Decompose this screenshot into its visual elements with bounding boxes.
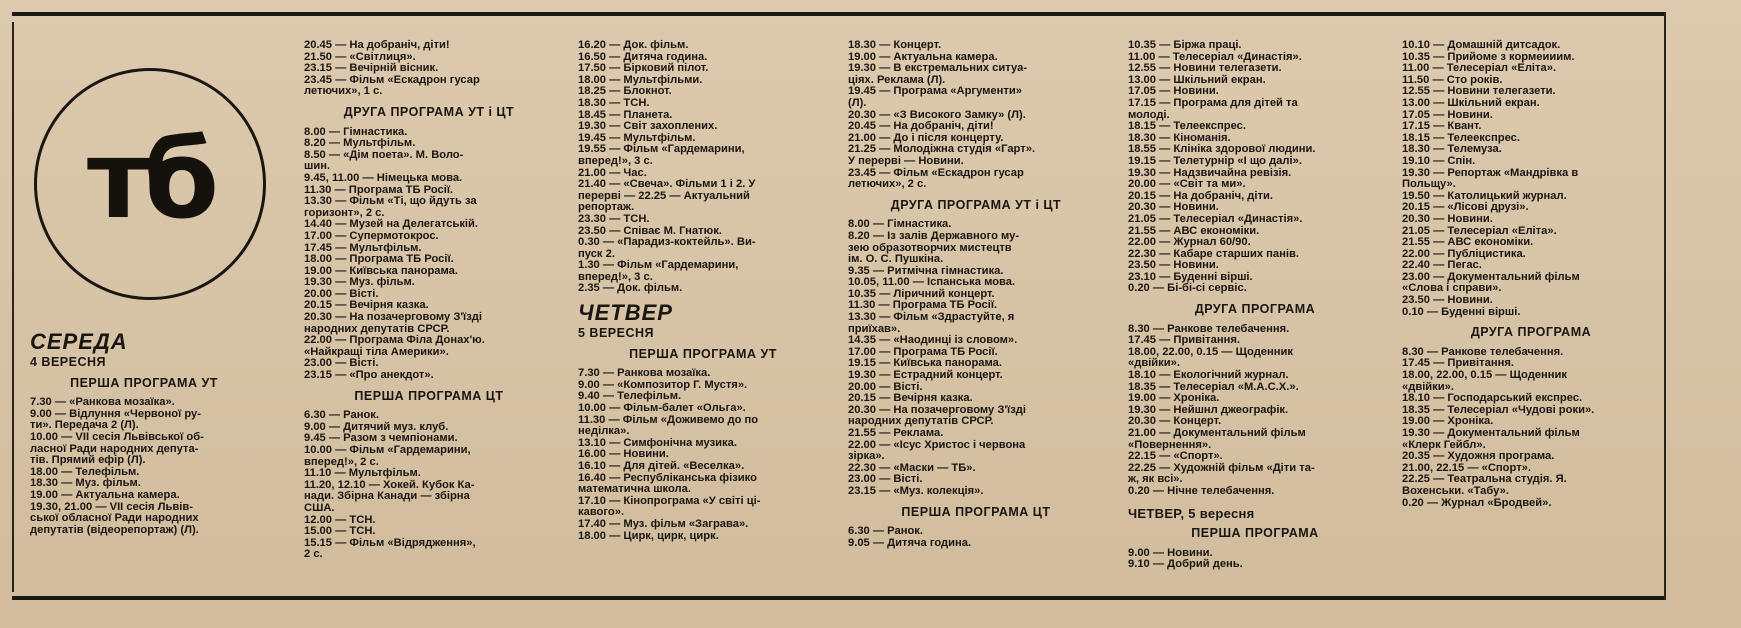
- schedule-line: (Л).: [848, 96, 867, 109]
- schedule-line: 20.15 — «Лісові друзі».: [1402, 201, 1529, 214]
- schedule-line: 11.30 — Програма ТБ Росії.: [848, 299, 998, 312]
- schedule-line: 12.55 — Новини телегазети.: [1402, 85, 1556, 98]
- column-4: [848, 40, 1104, 549]
- schedule-line: 10.05, 11.00 — Іспанська мова.: [848, 276, 1016, 289]
- schedule-line: 19.00 — Київська панорама.: [304, 264, 458, 277]
- schedule-line: 19.00 — Хроніка.: [1402, 415, 1494, 428]
- schedule-line: 11.30 — Фільм «Доживемо до по: [578, 413, 759, 426]
- date-wednesday: 4 ВЕРЕСНЯ: [30, 355, 107, 369]
- schedule-line: 19.45 — Програма «Аргументи»: [848, 85, 1022, 98]
- schedule-line: 19.15 — Київська панорама.: [848, 357, 1002, 370]
- schedule-line: 16.50 — Дитяча година.: [578, 50, 708, 63]
- schedule-line: 8.50 — «Дім поета». М. Воло-: [304, 148, 464, 161]
- schedule-line: 7.30 — «Ранкова мозаїка».: [30, 396, 175, 409]
- schedule-line: 18.30 — Муз. фільм.: [30, 477, 141, 490]
- program-heading: ПЕРША ПРОГРАМА ЦТ: [901, 504, 1051, 519]
- schedule-line: 18.45 — Планета.: [578, 108, 673, 121]
- schedule-line: депутатів (відеорепортаж) (Л).: [30, 523, 199, 536]
- schedule-line: 17.10 — Кінопрограма «У світі ці-: [578, 494, 761, 507]
- schedule-line: ж, як всі».: [1128, 473, 1183, 486]
- column-wednesday-start: [30, 330, 258, 536]
- schedule-list: [1128, 548, 1382, 571]
- schedule-line: 21.00 — До і після концерту.: [848, 131, 1004, 144]
- schedule-line: 10.35 — Ліричний концерт.: [848, 287, 995, 300]
- schedule-list: [1402, 40, 1660, 318]
- schedule-line: 21.00 — Документальний фільм: [1128, 427, 1306, 439]
- schedule-line: 19.00 — Актуальна камера.: [30, 488, 180, 501]
- schedule-line: 16.20 — Док. фільм.: [578, 39, 689, 51]
- schedule-line: 18.55 — Клініка здорової людини.: [1128, 143, 1316, 156]
- schedule-line: 10.00 — VII сесія Львівської об-: [30, 430, 204, 443]
- schedule-line: 20.45 — На добраніч, діти!: [848, 120, 994, 133]
- schedule-line: 19.50 — Католицький журнал.: [1402, 189, 1567, 202]
- schedule-line: 20.00 — Вісті.: [848, 380, 923, 393]
- left-rule: [12, 22, 14, 592]
- schedule-line: ської обласної Ради народних: [30, 512, 199, 525]
- schedule-line: 19.30 — Надзвичайна ревізія.: [1128, 166, 1292, 179]
- schedule-line: неділка».: [578, 425, 630, 438]
- schedule-line: США.: [304, 501, 335, 514]
- schedule-line: 20.30 — Новини.: [1402, 212, 1493, 225]
- schedule-line: 21.55 — Реклама.: [848, 427, 944, 439]
- schedule-line: 15.15 — Фільм «Відрядження»,: [304, 536, 476, 549]
- schedule-line: 23.15 — «Муз. колекція».: [848, 484, 984, 497]
- schedule-line: 18.30 — Кіноманія.: [1128, 131, 1231, 144]
- column-5: [1128, 40, 1382, 571]
- schedule-line: «Найкращі тіла Америки».: [304, 345, 449, 358]
- schedule-line: 6.30 — Ранок.: [848, 525, 924, 538]
- schedule-line: 0.20 — Журнал «Бродвей».: [1402, 496, 1552, 509]
- schedule-line: ціях. Реклама (Л).: [848, 73, 946, 86]
- schedule-line: 21.00, 22.15 — «Спорт».: [1402, 461, 1532, 474]
- schedule-line: 0.20 — Бі-бі-сі сервіс.: [1128, 282, 1247, 295]
- schedule-line: 20.15 — На добраніч, діти.: [1128, 189, 1273, 202]
- program-heading: ДРУГА ПРОГРАМА УТ і ЦТ: [343, 104, 515, 119]
- schedule-line: 14.35 — «Наодинці із словом».: [848, 334, 1018, 347]
- schedule-line: 20.30 — «З Високого Замку» (Л).: [848, 108, 1026, 121]
- schedule-line: 19.30 — В екстремальних ситуа-: [848, 62, 1028, 75]
- schedule-line: 23.00 — Вісті.: [304, 357, 379, 370]
- schedule-line: 7.30 — Ранкова мозаїка.: [578, 367, 711, 380]
- schedule-line: 13.30 — Фільм «Ті, що йдуть за: [304, 195, 477, 208]
- schedule-line: 18.30 — Концерт.: [848, 39, 942, 51]
- schedule-line: 22.25 — Театральна студія. Я.: [1402, 473, 1567, 486]
- schedule-line: 8.20 — Мультфільм.: [304, 137, 416, 150]
- schedule-line: 6.30 — Ранок.: [304, 409, 380, 422]
- schedule-line: 10.00 — Фільм «Гардемарини,: [304, 444, 471, 456]
- schedule-line: 18.30 — Телемуза.: [1402, 143, 1502, 156]
- schedule-line: 19.30 — Документальний фільм: [1402, 427, 1580, 439]
- schedule-line: 22.15 — «Спорт».: [1128, 450, 1223, 463]
- schedule-line: 15.00 — ТСН.: [304, 525, 376, 538]
- schedule-line: 18.00 — Цирк, цирк, цирк.: [578, 529, 719, 542]
- schedule-line: 17.15 — Програма для дітей та: [1128, 96, 1298, 109]
- schedule-line: вперед!», 2 с.: [304, 455, 379, 468]
- schedule-list: [1128, 40, 1382, 295]
- schedule-line: 9.40 — Телефільм.: [578, 390, 682, 403]
- schedule-line: 19.30 — Нейшнл джеографік.: [1128, 403, 1289, 416]
- schedule-line: 19.30 — Естрадний концерт.: [848, 369, 1003, 382]
- schedule-line: 17.45 — Привітання.: [1402, 357, 1514, 370]
- schedule-line: 18.35 — Телесеріал «Чудові роки».: [1402, 403, 1595, 416]
- schedule-line: 8.30 — Ранкове телебачення.: [1402, 345, 1564, 358]
- schedule-line: 22.00 — Програма Філа Донах'ю.: [304, 334, 485, 347]
- schedule-line: «Повернення».: [1128, 438, 1212, 451]
- schedule-line: 19.30, 21.00 — VII сесія Львів-: [30, 500, 193, 513]
- schedule-line: 9.00 — «Композитор Г. Мустя».: [578, 378, 748, 391]
- schedule-line: «двійки».: [1402, 380, 1454, 393]
- schedule-line: 20.00 — «Світ та ми».: [1128, 178, 1246, 191]
- schedule-line: Польщу».: [1402, 178, 1456, 191]
- column-6: [1402, 40, 1660, 509]
- schedule-line: 17.05 — Новини.: [1128, 85, 1219, 98]
- schedule-line: 8.00 — Гімнастика.: [848, 218, 952, 231]
- schedule-line: 11.00 — Телесеріал «Еліта».: [1402, 62, 1557, 75]
- right-rule: [1664, 12, 1666, 600]
- schedule-line: 18.10 — Екологічний журнал.: [1128, 369, 1289, 382]
- tv-logo: [34, 68, 266, 300]
- schedule-line: 1.30 — Фільм «Гардемарини,: [578, 259, 739, 272]
- schedule-line: 10.00 — Фільм-балет «Ольга».: [578, 402, 746, 415]
- schedule-line: 13.30 — Фільм «Здрастуйте, я: [848, 311, 1015, 324]
- schedule-line: нади. Збірна Канади — збірна: [304, 490, 470, 503]
- schedule-line: 19.55 — Фільм «Гардемарини,: [578, 143, 745, 156]
- schedule-line: 12.00 — ТСН.: [304, 513, 376, 526]
- schedule-line: 19.30 — Муз. фільм.: [304, 276, 415, 289]
- schedule-line: 19.10 — Спін.: [1402, 154, 1476, 167]
- schedule-line: 23.30 — ТСН.: [578, 212, 650, 225]
- schedule-line: 17.40 — Муз. фільм «Заграва».: [578, 517, 749, 530]
- schedule-line: 19.00 — Актуальна камера.: [848, 50, 998, 63]
- schedule-line: 9.05 — Дитяча година.: [848, 536, 972, 549]
- schedule-line: 0.20 — Нічне телебачення.: [1128, 484, 1275, 497]
- schedule-line: «Слова і справи».: [1402, 282, 1502, 295]
- schedule-list: [848, 40, 1104, 191]
- schedule-line: 21.55 — АВС економіки.: [1128, 224, 1260, 237]
- schedule-line: 13.00 — Шкільний екран.: [1402, 96, 1540, 109]
- schedule-line: 22.00 — Публіцистика.: [1402, 247, 1526, 260]
- schedule-line: 12.55 — Новини телегазети.: [1128, 62, 1282, 75]
- schedule-line: 20.30 — На позачерговому З'їзді: [848, 403, 1026, 416]
- schedule-line: 10.35 — Прийоме з кормеииим.: [1402, 50, 1575, 63]
- schedule-list: [1402, 347, 1660, 509]
- schedule-line: 23.10 — Буденні вірші.: [1128, 270, 1253, 283]
- schedule-line: 18.35 — Телесеріал «М.А.С.Х.».: [1128, 380, 1299, 393]
- column-3: [578, 40, 828, 542]
- schedule-line: 18.00 — Телефільм.: [30, 465, 140, 478]
- schedule-line: 23.50 — Новини.: [1402, 294, 1493, 307]
- schedule-line: Вохенськи. «Табу».: [1402, 484, 1509, 497]
- schedule-line: 9.35 — Ритмічна гімнастика.: [848, 264, 1004, 277]
- schedule-line: 19.30 — Репортаж «Мандрівка в: [1402, 166, 1579, 179]
- schedule-line: вперед!», 3 с.: [578, 154, 653, 167]
- schedule-line: 11.10 — Мультфільм.: [304, 467, 421, 480]
- schedule-list: [578, 40, 828, 295]
- bottom-rule: [12, 596, 1664, 600]
- schedule-line: 21.25 — Молодіжна студія «Гарт».: [848, 143, 1036, 156]
- schedule-list: [304, 127, 554, 382]
- schedule-line: 8.20 — Із залів Державного му-: [848, 229, 1020, 242]
- schedule-line: репортаж.: [578, 201, 635, 214]
- schedule-list: [304, 410, 554, 561]
- schedule-line: перерві — 22.25 — Актуальний: [578, 189, 750, 202]
- schedule-line: 11.00 — Телесеріал «Династія».: [1128, 50, 1302, 63]
- schedule-line: У перерві — Новини.: [848, 154, 964, 167]
- schedule-line: 11.50 — Сто років.: [1402, 73, 1503, 86]
- schedule-line: 8.30 — Ранкове телебачення.: [1128, 322, 1290, 335]
- schedule-line: 23.50 — Новини.: [1128, 259, 1219, 272]
- schedule-line: 21.50 — «Світлиця».: [304, 50, 416, 63]
- schedule-line: 17.45 — Привітання.: [1128, 334, 1240, 347]
- schedule-line: 17.50 — Бірковий пілот.: [578, 62, 709, 75]
- schedule-list: [1128, 324, 1382, 498]
- schedule-line: 22.00 — Журнал 60/90.: [1128, 236, 1251, 249]
- schedule-line: 22.25 — Художній фільм «Діти та-: [1128, 461, 1315, 474]
- schedule-line: 2 с.: [304, 548, 323, 561]
- schedule-line: 11.20, 12.10 — Хокей. Кубок Ка-: [304, 478, 475, 491]
- schedule-line: 8.00 — Гімнастика.: [304, 125, 408, 138]
- schedule-line: шин.: [304, 160, 331, 173]
- program-heading: ПЕРША ПРОГРАМА УТ: [629, 346, 777, 361]
- program-heading: ПЕРША ПРОГРАМА УТ: [70, 375, 218, 390]
- schedule-line: 19.15 — Телетурнір «І що далі».: [1128, 154, 1302, 167]
- schedule-list: [30, 397, 258, 536]
- schedule-line: 20.15 — Вечірня казка.: [304, 299, 429, 312]
- schedule-line: 20.30 — На позачерговому З'їзді: [304, 311, 482, 324]
- schedule-line: 17.00 — Програма ТБ Росії.: [848, 345, 998, 358]
- schedule-line: 20.35 — Художня програма.: [1402, 450, 1555, 463]
- schedule-line: народних депутатів СРСР.: [848, 415, 994, 428]
- schedule-line: 9.00 — Новини.: [1128, 546, 1213, 559]
- schedule-line: летючих», 2 с.: [848, 178, 927, 191]
- column-2: [304, 40, 554, 561]
- schedule-line: 17.45 — Мультфільм.: [304, 241, 422, 254]
- schedule-line: 2.35 — Док. фільм.: [578, 282, 683, 295]
- schedule-line: 20.15 — Вечірня казка.: [848, 392, 973, 405]
- schedule-line: зірка».: [848, 450, 885, 463]
- schedule-line: 10.35 — Біржа праці.: [1128, 39, 1242, 51]
- schedule-line: 21.00 — Час.: [578, 166, 647, 179]
- schedule-line: 22.30 — «Маски — ТБ».: [848, 461, 976, 474]
- schedule-line: математична школа.: [578, 483, 691, 496]
- schedule-list: [578, 368, 828, 542]
- schedule-line: 0.30 — «Парадиз-коктейль». Ви-: [578, 236, 756, 249]
- schedule-list: [848, 526, 1104, 549]
- program-heading: ПЕРША ПРОГРАМА: [1191, 526, 1319, 541]
- schedule-line: 23.45 — Фільм «Ескадрон гусар: [304, 73, 480, 86]
- schedule-line: 18.00 — Програма ТБ Росії.: [304, 253, 454, 266]
- schedule-line: пуск 2.: [578, 247, 615, 260]
- schedule-line: 17.05 — Новини.: [1402, 108, 1493, 121]
- schedule-line: 18.00, 22.00, 0.15 — Щоденник: [1402, 369, 1568, 382]
- schedule-line: 22.30 — Кабаре старших панів.: [1128, 247, 1300, 260]
- schedule-line: 21.05 — Телесеріал «Династія».: [1128, 212, 1303, 225]
- schedule-line: 18.00 — Мультфільми.: [578, 73, 703, 86]
- schedule-line: 19.30 — Світ захоплених.: [578, 120, 718, 133]
- schedule-line: 19.45 — Мультфільм.: [578, 131, 696, 144]
- schedule-line: 16.00 — Новини.: [578, 448, 669, 461]
- schedule-line: 11.30 — Програма ТБ Росії.: [304, 183, 454, 196]
- schedule-line: народних депутатів СРСР.: [304, 322, 450, 335]
- schedule-line: 0.10 — Буденні вірші.: [1402, 305, 1521, 318]
- schedule-line: летючих», 1 с.: [304, 85, 383, 98]
- schedule-line: 14.40 — Музей на Делегатській.: [304, 218, 479, 231]
- schedule-line: 16.40 — Республіканська фізико: [578, 471, 757, 484]
- date-thursday: 5 ВЕРЕСНЯ: [578, 326, 655, 341]
- schedule-line: 20.00 — Вісті.: [304, 287, 379, 300]
- schedule-line: тів. Прямий ефір (Л).: [30, 454, 146, 467]
- schedule-line: 20.30 — Концерт.: [1128, 415, 1222, 428]
- schedule-line: 18.00, 22.00, 0.15 — Щоденник: [1128, 345, 1294, 358]
- schedule-line: ти». Передача 2 (Л).: [30, 419, 139, 432]
- schedule-line: «Клерк Гейбл».: [1402, 438, 1486, 451]
- schedule-line: 23.00 — Вісті.: [848, 473, 923, 486]
- day-title-thursday: ЧЕТВЕР: [578, 300, 673, 326]
- schedule-line: вперед!», 3 с.: [578, 270, 653, 283]
- schedule-line: 16.10 — Для дітей. «Веселка».: [578, 460, 745, 472]
- schedule-line: 23.15 — Вечірній вісник.: [304, 62, 439, 75]
- schedule-line: 9.45 — Разом з чемпіонами.: [304, 432, 458, 445]
- schedule-line: 20.45 — На добраніч, діти!: [304, 39, 450, 51]
- schedule-line: 13.00 — Шкільний екран.: [1128, 73, 1266, 86]
- tv-logo-text: тб: [86, 118, 213, 243]
- schedule-line: 18.25 — Блокнот.: [578, 85, 672, 98]
- day-subtitle-thursday: ЧЕТВЕР, 5 вересня: [1128, 505, 1255, 521]
- schedule-line: 23.50 — Співає М. Гнатюк.: [578, 224, 722, 237]
- schedule-line: ім. О. С. Пушкіна.: [848, 253, 944, 266]
- schedule-line: 17.15 — Квант.: [1402, 120, 1482, 133]
- program-heading: ПЕРША ПРОГРАМА ЦТ: [354, 388, 504, 403]
- schedule-line: 9.00 — Дитячий муз. клуб.: [304, 420, 449, 433]
- schedule-line: «двійки».: [1128, 357, 1180, 370]
- schedule-line: зею образотворчих мистецтв: [848, 241, 1012, 254]
- top-rule: [12, 12, 1664, 16]
- schedule-line: горизонт», 2 с.: [304, 206, 385, 219]
- schedule-line: 18.30 — ТСН.: [578, 96, 650, 109]
- schedule-list: [848, 219, 1104, 497]
- schedule-line: 9.00 — Відлуння «Червоної ру-: [30, 407, 201, 420]
- program-heading: ДРУГА ПРОГРАМА: [1470, 325, 1592, 340]
- schedule-line: 10.10 — Домашній дитсадок.: [1402, 39, 1561, 51]
- schedule-line: 23.45 — Фільм «Ескадрон гусар: [848, 166, 1024, 179]
- schedule-line: приїхав».: [848, 322, 901, 335]
- schedule-line: 21.40 — «Свеча». Фільми 1 і 2. У: [578, 178, 756, 191]
- schedule-line: 23.00 — Документальний фільм: [1402, 270, 1580, 283]
- schedule-line: 18.10 — Господарський експрес.: [1402, 392, 1583, 405]
- program-heading: ДРУГА ПРОГРАМА: [1194, 302, 1316, 317]
- program-heading: ДРУГА ПРОГРАМА УТ і ЦТ: [890, 197, 1062, 212]
- schedule-line: 22.40 — Пегас.: [1402, 259, 1482, 272]
- schedule-line: 13.10 — Симфонічна музика.: [578, 436, 737, 449]
- schedule-line: 23.15 — «Про анекдот».: [304, 369, 434, 382]
- schedule-line: 18.15 — Телеекспрес.: [1402, 131, 1520, 144]
- schedule-list: [304, 40, 554, 98]
- schedule-line: 17.00 — Супермотокрос.: [304, 229, 439, 242]
- schedule-line: 18.15 — Телеекспрес.: [1128, 120, 1246, 133]
- schedule-line: 22.00 — «Ісус Христос і червона: [848, 438, 1026, 451]
- schedule-line: 9.45, 11.00 — Німецька мова.: [304, 171, 463, 184]
- schedule-line: 20.30 — Новини.: [1128, 201, 1219, 214]
- schedule-line: 21.05 — Телесеріал «Еліта».: [1402, 224, 1557, 237]
- schedule-line: 19.00 — Хроніка.: [1128, 392, 1220, 405]
- schedule-line: 9.10 — Добрий день.: [1128, 558, 1243, 571]
- day-title-wednesday: СЕРЕДА: [30, 329, 128, 354]
- schedule-line: молоді.: [1128, 108, 1170, 121]
- schedule-line: кавого».: [578, 506, 625, 519]
- schedule-line: 21.55 — АВС економіки.: [1402, 236, 1534, 249]
- schedule-line: ласної Ради народних депута-: [30, 442, 199, 455]
